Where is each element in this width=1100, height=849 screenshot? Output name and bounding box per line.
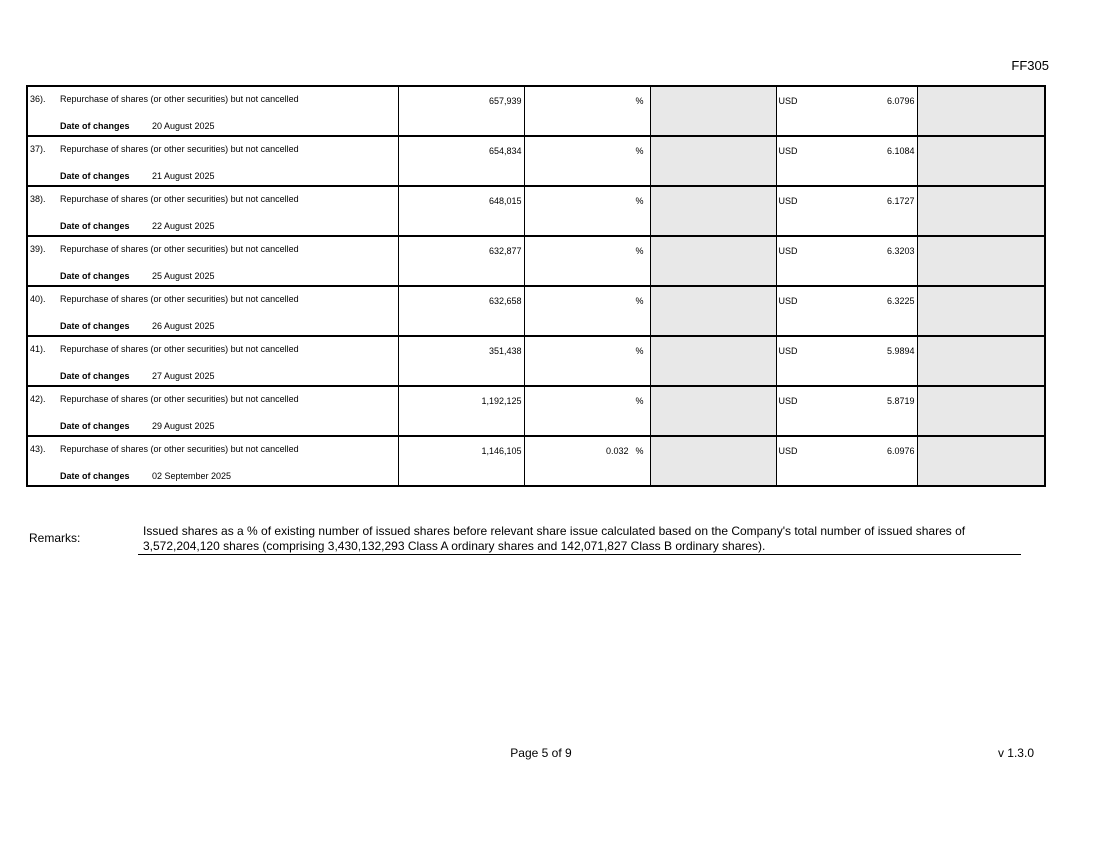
change-description: Repurchase of shares (or other securities) but not cancelled — [60, 144, 299, 154]
price-cell — [776, 286, 917, 336]
shaded-cell — [650, 286, 776, 336]
table-row — [27, 86, 1045, 136]
percent-cell — [524, 136, 650, 186]
change-description: Repurchase of shares (or other securities) but not cancelled — [60, 244, 299, 254]
number-of-shares: 1,192,125 — [481, 396, 522, 406]
percent-sign: % — [635, 346, 644, 356]
remarks-text: Issued shares as a % of existing number of issued shares before relevant share issue calculated based on the Company's total number of issued shares of 3,572,204,120 shares (comprising 3,430,132,293 Class A ordinary shares and 142,071,827 Class B ordinary shares). — [138, 524, 1021, 555]
percent-sign: % — [635, 396, 644, 406]
date-of-changes-value: 22 August 2025 — [152, 221, 215, 231]
price-value: 6.0796 — [886, 96, 915, 106]
shaded-cell — [917, 286, 1045, 336]
shaded-cell — [650, 136, 776, 186]
shares-cell — [398, 386, 524, 436]
percent-sign: % — [635, 296, 644, 306]
currency-label: USD — [778, 296, 798, 306]
description-cell — [27, 386, 398, 436]
shares-cell — [398, 136, 524, 186]
shaded-cell — [917, 86, 1045, 136]
change-description: Repurchase of shares (or other securities) but not cancelled — [60, 444, 299, 454]
shaded-cell — [650, 236, 776, 286]
percent-cell — [524, 236, 650, 286]
shaded-cell — [917, 236, 1045, 286]
percent-cell — [524, 186, 650, 236]
shares-cell — [398, 236, 524, 286]
shaded-cell — [650, 336, 776, 386]
number-of-shares: 632,658 — [488, 296, 522, 306]
change-description: Repurchase of shares (or other securities) but not cancelled — [60, 344, 299, 354]
shaded-cell — [917, 436, 1045, 486]
row-number: 37). — [30, 144, 46, 154]
percent-cell — [524, 336, 650, 386]
date-of-changes-value: 25 August 2025 — [152, 271, 215, 281]
description-cell — [27, 286, 398, 336]
price-cell — [776, 86, 917, 136]
date-of-changes-label: Date of changes — [60, 321, 130, 331]
price-value: 6.3225 — [886, 296, 915, 306]
shaded-cell — [650, 386, 776, 436]
currency-label: USD — [778, 146, 798, 156]
description-cell — [27, 436, 398, 486]
shaded-cell — [650, 436, 776, 486]
date-of-changes-label: Date of changes — [60, 121, 130, 131]
date-of-changes-value: 26 August 2025 — [152, 321, 215, 331]
percent-cell — [524, 436, 650, 486]
percent-sign: % — [635, 96, 644, 106]
date-of-changes-value: 20 August 2025 — [152, 121, 215, 131]
number-of-shares: 632,877 — [488, 246, 522, 256]
date-of-changes-label: Date of changes — [60, 471, 130, 481]
description-cell — [27, 136, 398, 186]
shaded-cell — [650, 86, 776, 136]
currency-label: USD — [778, 246, 798, 256]
shaded-cell — [917, 336, 1045, 386]
price-value: 5.9894 — [886, 346, 915, 356]
table-body — [27, 86, 1045, 486]
description-cell — [27, 236, 398, 286]
table-row — [27, 136, 1045, 186]
shares-cell — [398, 286, 524, 336]
version-label: v 1.3.0 — [997, 746, 1034, 760]
shaded-cell — [917, 136, 1045, 186]
date-of-changes-label: Date of changes — [60, 171, 130, 181]
price-value: 6.1727 — [886, 196, 915, 206]
price-cell — [776, 236, 917, 286]
shares-cell — [398, 86, 524, 136]
currency-label: USD — [778, 196, 798, 206]
date-of-changes-label: Date of changes — [60, 221, 130, 231]
date-of-changes-label: Date of changes — [60, 371, 130, 381]
price-value: 5.8719 — [886, 396, 915, 406]
currency-label: USD — [778, 446, 798, 456]
price-cell — [776, 336, 917, 386]
change-description: Repurchase of shares (or other securities) but not cancelled — [60, 194, 299, 204]
currency-label: USD — [778, 346, 798, 356]
percent-sign: % — [635, 246, 644, 256]
row-number: 38). — [30, 194, 46, 204]
remarks-label: Remarks: — [29, 531, 81, 545]
price-cell — [776, 386, 917, 436]
row-number: 41). — [30, 344, 46, 354]
table-row — [27, 336, 1045, 386]
description-cell — [27, 186, 398, 236]
change-description: Repurchase of shares (or other securities) but not cancelled — [60, 394, 299, 404]
percent-cell — [524, 86, 650, 136]
percent-cell — [524, 286, 650, 336]
percent-cell — [524, 386, 650, 436]
description-cell — [27, 86, 398, 136]
row-number: 40). — [30, 294, 46, 304]
date-of-changes-label: Date of changes — [60, 271, 130, 281]
table-row — [27, 286, 1045, 336]
percent-value: 0.032 — [605, 446, 629, 456]
number-of-shares: 654,834 — [488, 146, 522, 156]
shares-cell — [398, 436, 524, 486]
percent-sign: % — [635, 196, 644, 206]
row-number: 42). — [30, 394, 46, 404]
table-row — [27, 436, 1045, 486]
price-value: 6.1084 — [886, 146, 915, 156]
price-cell — [776, 436, 917, 486]
date-of-changes-value: 27 August 2025 — [152, 371, 215, 381]
row-number: 39). — [30, 244, 46, 254]
number-of-shares: 657,939 — [488, 96, 522, 106]
percent-sign: % — [635, 446, 644, 456]
price-cell — [776, 186, 917, 236]
currency-label: USD — [778, 396, 798, 406]
number-of-shares: 351,438 — [488, 346, 522, 356]
price-value: 6.0976 — [886, 446, 915, 456]
price-cell — [776, 136, 917, 186]
form-code: FF305 — [1011, 58, 1049, 73]
number-of-shares: 1,146,105 — [481, 446, 522, 456]
page-number: Page 5 of 9 — [510, 746, 572, 760]
change-description: Repurchase of shares (or other securities) but not cancelled — [60, 94, 299, 104]
table-row — [27, 386, 1045, 436]
row-number: 43). — [30, 444, 46, 454]
change-description: Repurchase of shares (or other securities) but not cancelled — [60, 294, 299, 304]
shaded-cell — [917, 186, 1045, 236]
percent-sign: % — [635, 146, 644, 156]
share-repurchase-table — [26, 85, 1044, 487]
date-of-changes-value: 02 September 2025 — [152, 471, 232, 481]
date-of-changes-value: 29 August 2025 — [152, 421, 215, 431]
shares-cell — [398, 186, 524, 236]
number-of-shares: 648,015 — [488, 196, 522, 206]
date-of-changes-value: 21 August 2025 — [152, 171, 215, 181]
currency-label: USD — [778, 96, 798, 106]
row-number: 36). — [30, 94, 46, 104]
table-row — [27, 236, 1045, 286]
date-of-changes-label: Date of changes — [60, 421, 130, 431]
description-cell — [27, 336, 398, 386]
shaded-cell — [917, 386, 1045, 436]
shares-cell — [398, 336, 524, 386]
shaded-cell — [650, 186, 776, 236]
price-value: 6.3203 — [886, 246, 915, 256]
table-row — [27, 186, 1045, 236]
